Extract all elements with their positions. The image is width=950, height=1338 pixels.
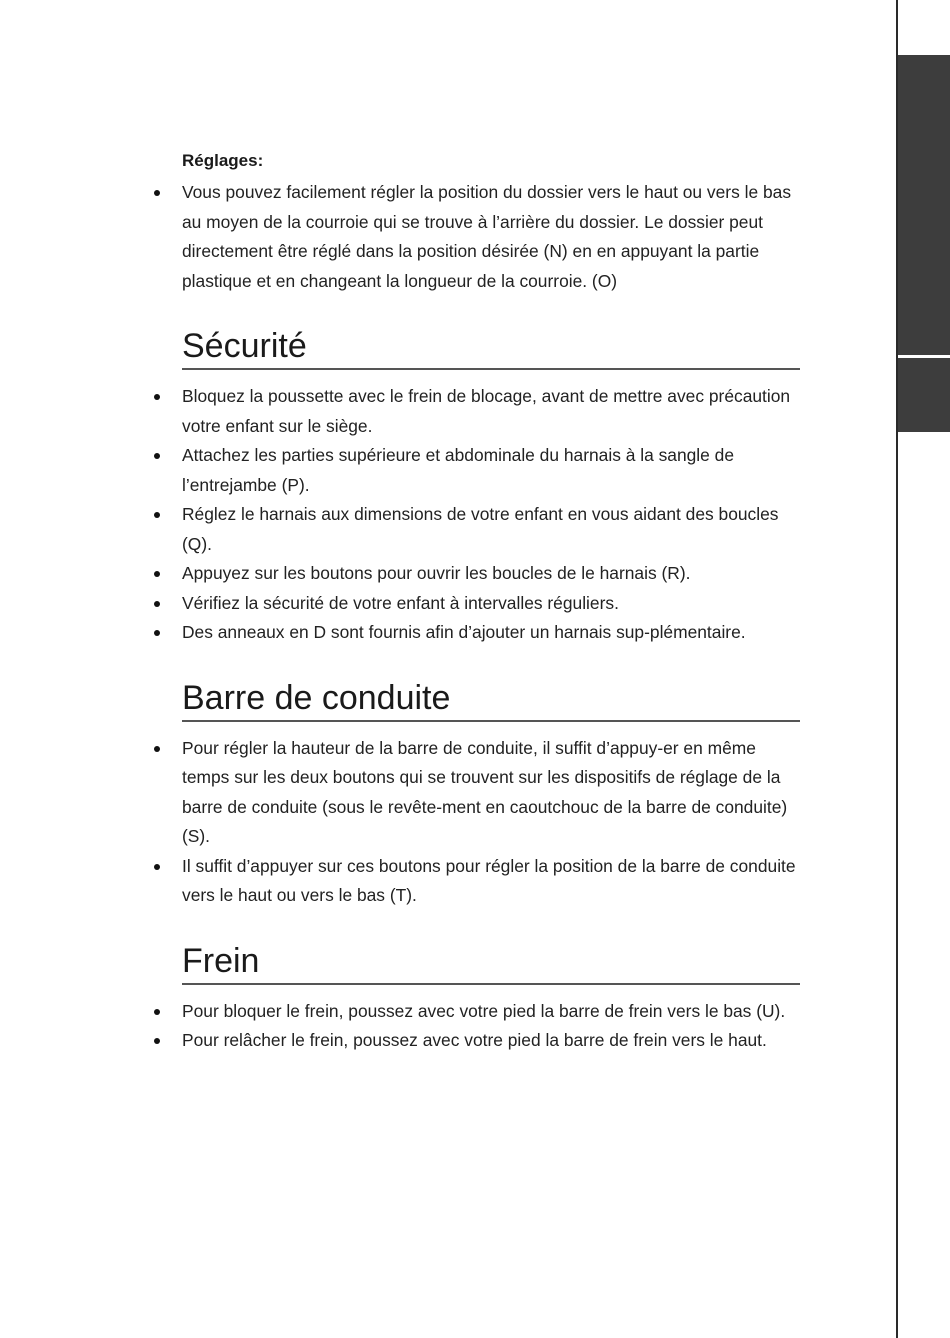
- page-content: [150, 146, 800, 1056]
- bullet-icon: [154, 571, 160, 577]
- section-reglages: [150, 146, 800, 296]
- frein-list: [150, 997, 800, 1056]
- list-item-text: Attachez les parties supérieure et abdominale du harnais à la sangle de l’entrejambe (P).: [182, 445, 735, 495]
- list-item: [150, 441, 800, 500]
- list-item-text: Bloquez la poussette avec le frein de blocage, avant de mettre avec précaution votre enfant sur le siège.: [182, 386, 791, 436]
- list-item: [150, 589, 800, 619]
- list-item-text: Il suffit d’appuyer sur ces boutons pour régler la position de la barre de conduite vers le haut ou vers le bas (T).: [182, 855, 796, 905]
- section-frein: [150, 941, 800, 1056]
- bullet-icon: [154, 1038, 160, 1044]
- chapter-tab-dark-small: [898, 358, 950, 432]
- chapter-tab-dark: [898, 55, 950, 355]
- list-item: [150, 500, 800, 559]
- list-item-text: Vous pouvez facilement régler la position du dossier vers le haut ou vers le bas au moyen de la courroie qui se trouve à l’arrière du dossier. Le dossier peut directement être réglé dans la position désirée (N) en en appuyant la partie plastique et en changeant la longueur de la courroie. (O): [182, 182, 792, 291]
- list-item: [150, 1026, 800, 1056]
- bullet-icon: [154, 394, 160, 400]
- list-item: [150, 734, 800, 852]
- list-item: [150, 618, 800, 648]
- bullet-icon: [154, 746, 160, 752]
- bullet-icon: [154, 512, 160, 518]
- list-item-text: Vérifiez la sécurité de votre enfant à intervalles réguliers.: [182, 592, 619, 613]
- list-item: [150, 852, 800, 911]
- list-item-text: Appuyez sur les boutons pour ouvrir les boucles de le harnais (R).: [182, 563, 691, 583]
- list-item-text: Pour bloquer le frein, poussez avec votre pied la barre de frein vers le bas (U).: [182, 1000, 786, 1021]
- reglages-heading: Réglages:: [182, 151, 264, 170]
- list-item-text: Pour relâcher le frein, poussez avec votre pied la barre de frein vers le haut.: [182, 1030, 767, 1050]
- section-securite: [150, 326, 800, 648]
- securite-list: [150, 382, 800, 648]
- bullet-icon: [154, 1009, 160, 1015]
- list-item: [150, 382, 800, 441]
- bullet-icon: [154, 601, 160, 607]
- list-item: [150, 997, 800, 1027]
- bullet-icon: [154, 190, 160, 196]
- list-item-text: Des anneaux en D sont fournis afin d’ajouter un harnais sup-plémentaire.: [182, 622, 746, 642]
- list-item: [150, 178, 800, 296]
- list-item: [150, 559, 800, 589]
- section-barre-de-conduite: [150, 678, 800, 911]
- bullet-icon: [154, 630, 160, 636]
- list-item-text: Pour régler la hauteur de la barre de conduite, il suffit d’appuy-er en même temps sur les deux boutons qui se trouvent sur les dispositifs de réglage de la barre de conduite (sous le revête-ment en caoutchouc de la barre de conduite) (S).: [182, 737, 788, 846]
- reglages-list: [150, 178, 800, 296]
- bullet-icon: [154, 453, 160, 459]
- list-item-text: Réglez le harnais aux dimensions de votre enfant en vous aidant des boucles (Q).: [182, 504, 779, 554]
- barre-title: Barre de conduite: [182, 678, 800, 722]
- barre-list: [150, 734, 800, 911]
- securite-title: Sécurité: [182, 326, 800, 370]
- frein-title: Frein: [182, 941, 800, 985]
- bullet-icon: [154, 864, 160, 870]
